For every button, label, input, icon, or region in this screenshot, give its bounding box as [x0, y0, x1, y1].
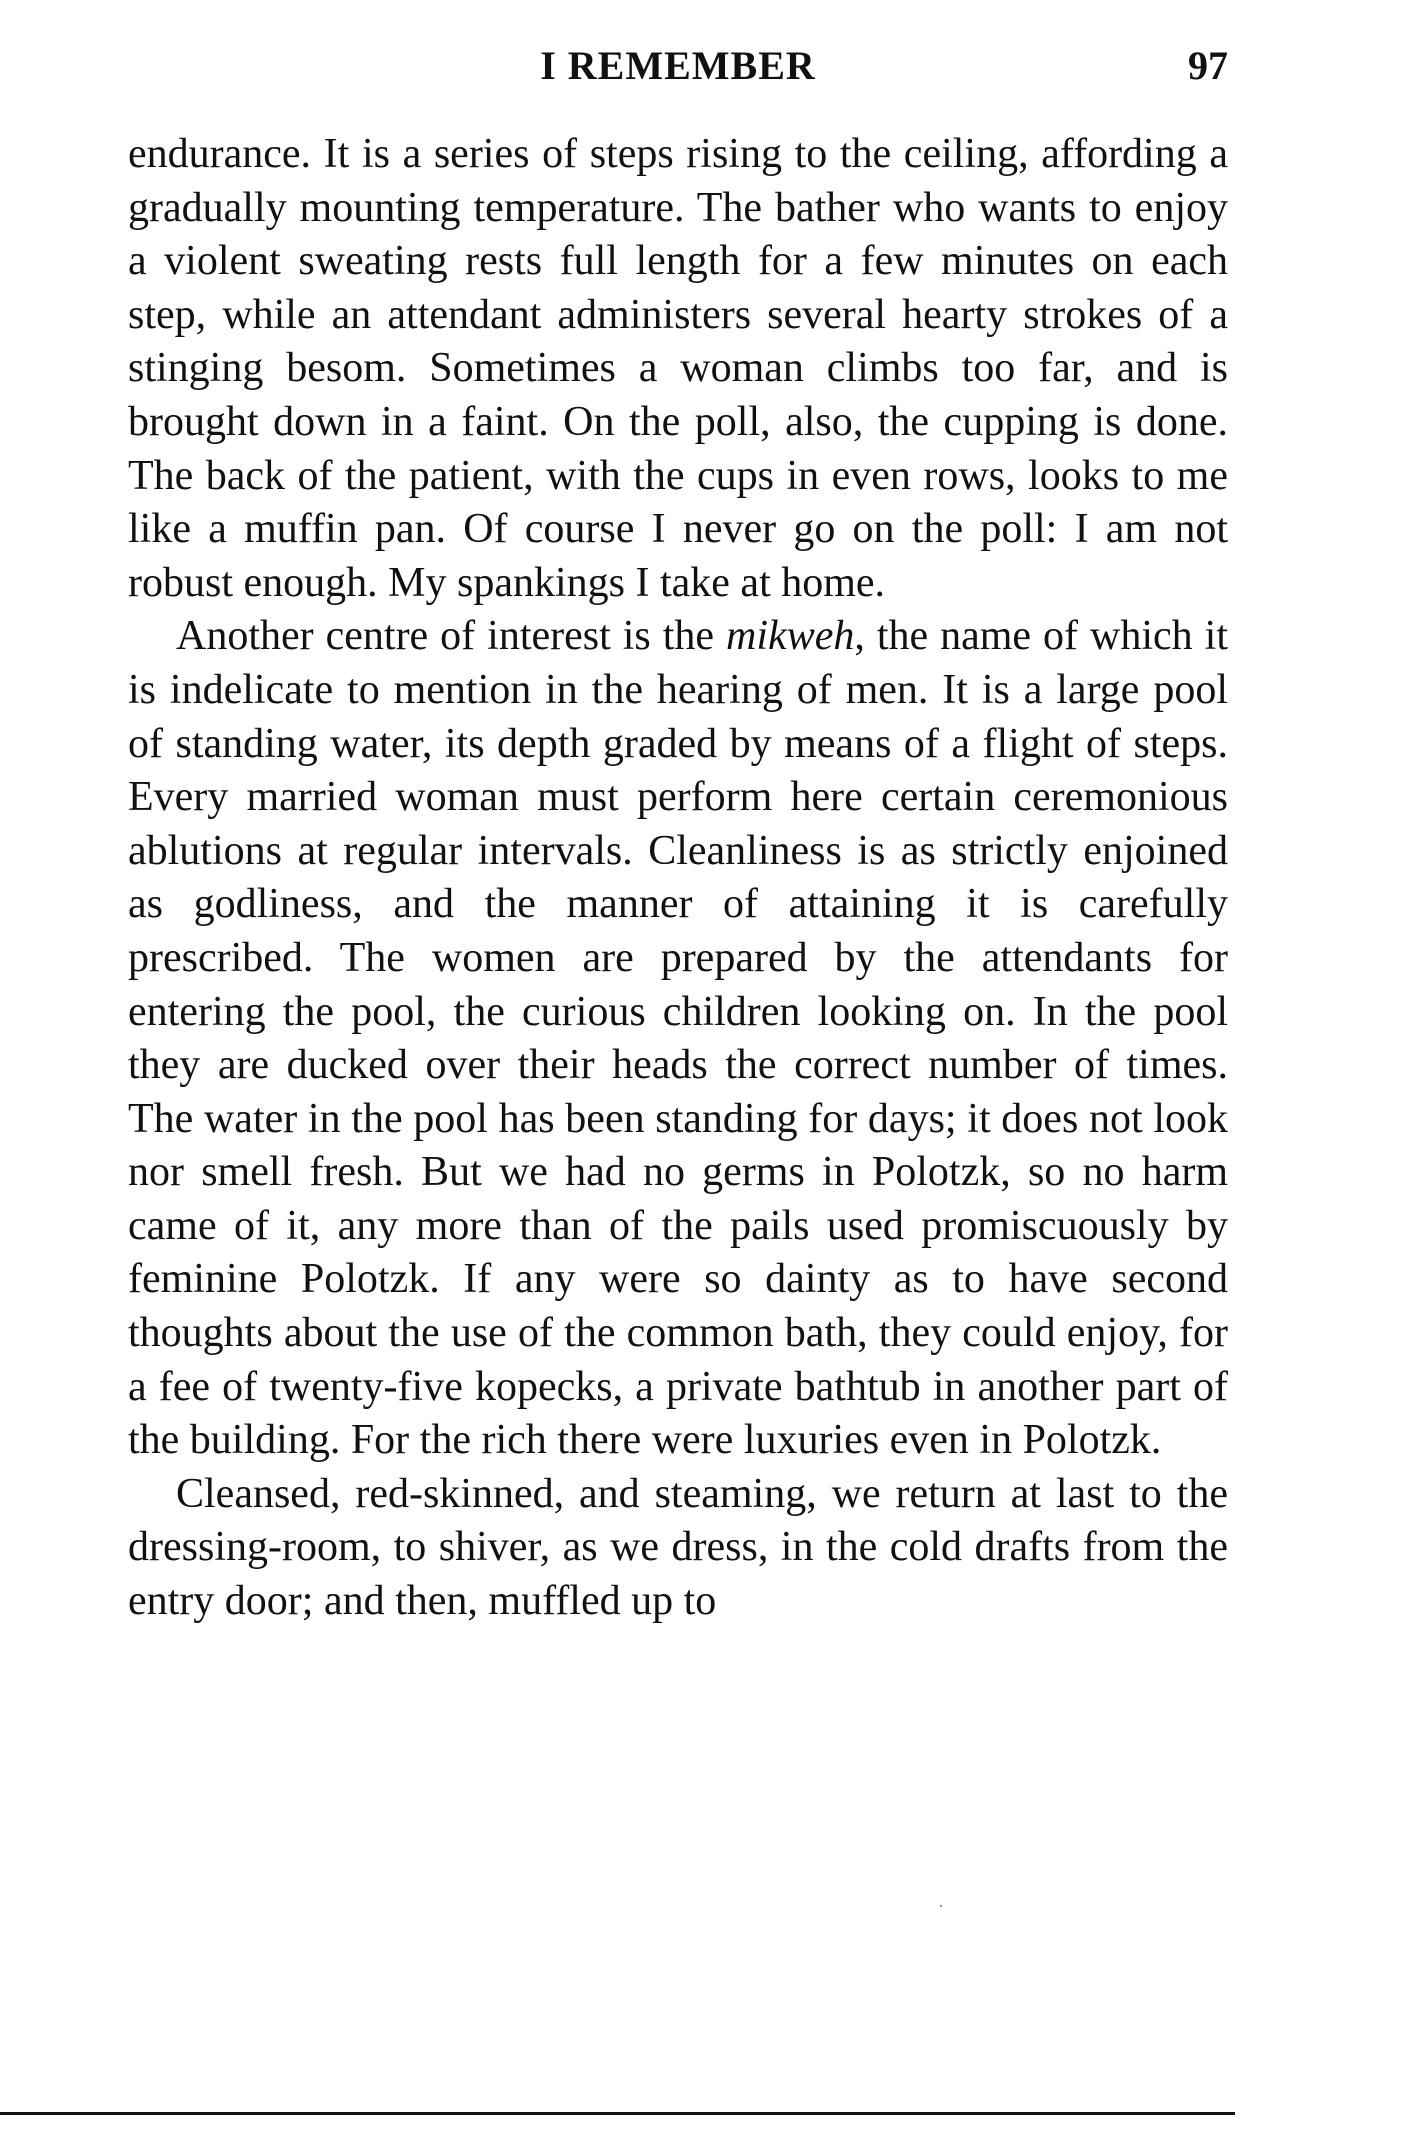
italic-term: mikweh [726, 613, 855, 660]
bottom-rule [0, 2112, 1235, 2115]
paragraph [128, 128, 1228, 610]
page-number: 97 [1188, 43, 1228, 88]
text-segment: endurance. It is a series of steps rising to the ceiling, affording a gradually mounting temperature. The bather who wants to enjoy a violent sweating rests full length for a few minutes on each step, while an attendant administers several hearty strokes of a stinging besom. Sometimes a woman climbs too far, and is brought down in a faint. On the poll, also, the cupping is done. The back of the patient, with the cups in even rows, looks to me like a muffin pan. Of course I never go on the poll: I am not robust enough. My spankings I take at home. [128, 131, 1228, 606]
running-head [128, 42, 1228, 102]
print-speck [940, 1905, 942, 1907]
text-segment: , the name of which it is indelicate to mention in the hearing of men. It is a large pool of standing water, its depth graded by means of a flight of steps. Every married woman must perform here certain ceremonious ablutions at regular intervals. Cleanliness is as strictly enjoined as godliness, and the manner of attaining it is carefully prescribed. The women are prepared by the attendants for entering the pool, the curious children looking on. In the pool they are ducked over their heads the correct number of times. The water in the pool has been standing for days; it does not look nor smell fresh. But we had no germs in Polotzk, so no harm came of it, any more than of the pails used promiscuously by feminine Polotzk. If any were so dainty as to have second thoughts about the use of the common bath, they could enjoy, for a fee of twenty-five kopecks, a private bathtub in another part of the building. For the rich there were luxuries even in Polotzk. [128, 613, 1228, 1464]
running-title: I REMEMBER [540, 43, 816, 88]
paragraph [128, 1468, 1228, 1629]
text-segment: Another centre of interest is the [176, 613, 727, 660]
body-text [128, 128, 1228, 1629]
text-segment: Cleansed, red-skinned, and steaming, we return at last to the dressing-room, to shiver, as we dress, in the cold drafts from the entry door; and then, muffled up to [128, 1470, 1228, 1625]
paragraph [128, 610, 1228, 1468]
